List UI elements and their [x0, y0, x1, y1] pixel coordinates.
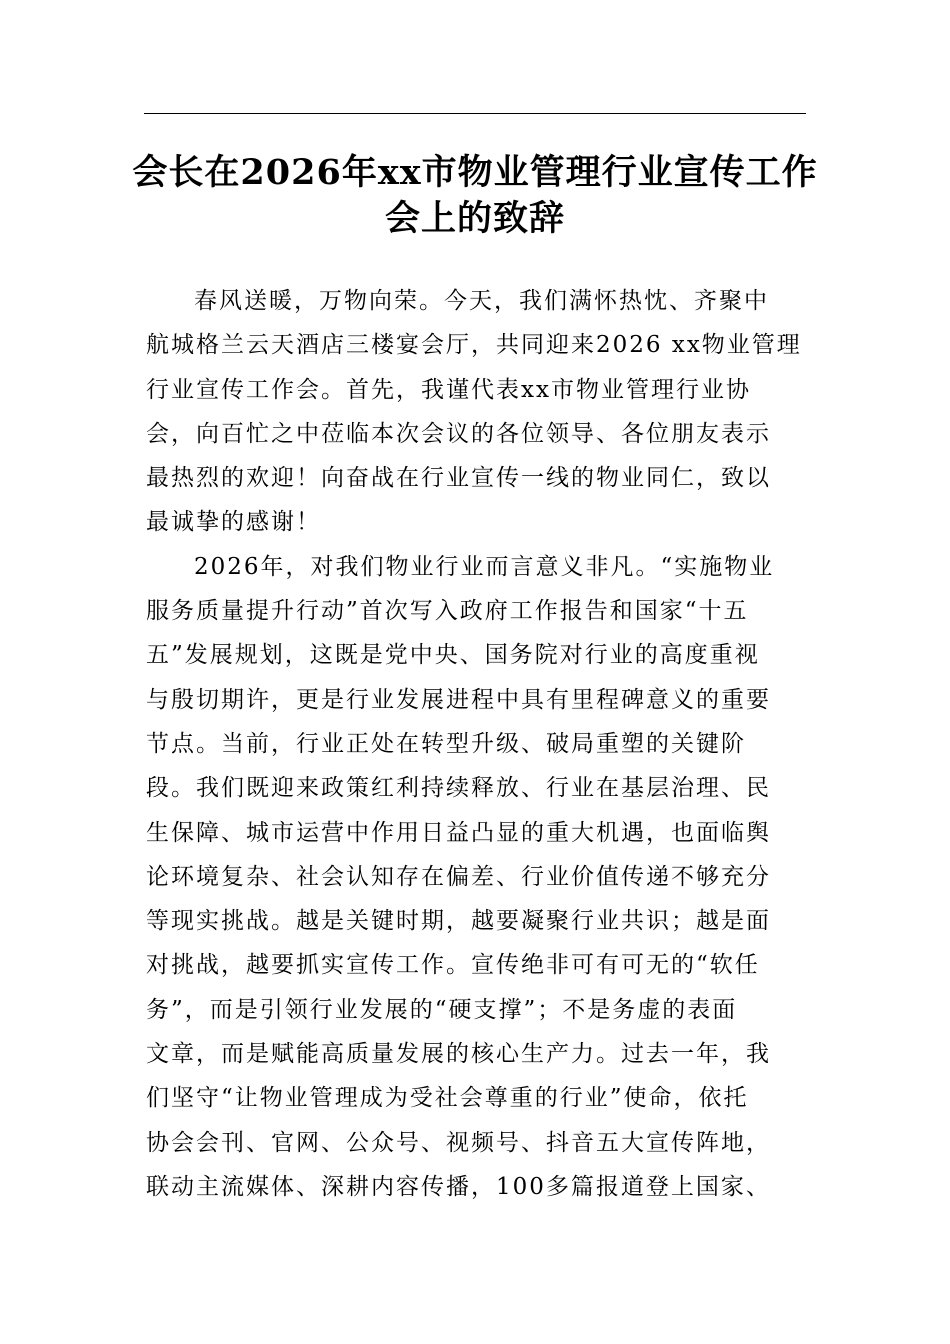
text-line: 春风送暖，万物向荣。今天，我们满怀热忱、齐聚中 [194, 288, 769, 314]
text-line: 等现实挑战。越是关键时期，越要凝聚行业共识；越是面 [146, 908, 771, 935]
text-line: 2026年，对我们物业行业而言意义非凡。“实施物业 [194, 553, 775, 580]
text-line: 会，向百忙之中莅临本次会议的各位领导、各位朋友表示 [146, 420, 771, 447]
text-line: 节点。当前，行业正处在转型升级、破局重塑的关键阶 [146, 730, 746, 757]
text-line: 对挑战，越要抓实宣传工作。宣传绝非可有可无的“软任 [146, 952, 760, 979]
document-title [120, 150, 830, 242]
header-rule [144, 113, 806, 114]
text-line: 最诚挚的感谢！ [146, 509, 321, 536]
title-line: 会上的致辞 [384, 198, 565, 239]
text-line: 航城格兰云天酒店三楼宴会厅，共同迎来2026 xx物业管理 [146, 332, 802, 359]
text-line: 文章，而是赋能高质量发展的核心生产力。过去一年，我 [146, 1041, 771, 1068]
paragraph-2 [146, 545, 806, 1209]
paragraph-1 [146, 279, 806, 545]
title-line: 会长在2026年xx市物业管理行业宣传工作 [132, 152, 818, 193]
text-line: 务”，而是引领行业发展的“硬支撑”；不是务虚的表面 [146, 996, 738, 1023]
text-line: 与殷切期许，更是行业发展进程中具有里程碑意义的重要 [146, 686, 771, 713]
text-line: 行业宣传工作会。首先，我谨代表xx市物业管理行业协 [146, 376, 751, 403]
text-line: 论环境复杂、社会认知存在偏差、行业价值传递不够充分 [146, 863, 771, 890]
text-line: 协会会刊、官网、公众号、视频号、抖音五大宣传阵地， [146, 1129, 771, 1156]
text-line: 段。我们既迎来政策红利持续释放、行业在基层治理、民 [146, 775, 771, 802]
text-line: 生保障、城市运营中作用日益凸显的重大机遇，也面临舆 [146, 819, 771, 846]
text-line: 最热烈的欢迎！向奋战在行业宣传一线的物业同仁，致以 [146, 465, 771, 492]
document-body [146, 279, 806, 1209]
text-line: 服务质量提升行动”首次写入政府工作报告和国家“十五 [146, 598, 749, 625]
text-line: 们坚守“让物业管理成为受社会尊重的行业”使命，依托 [146, 1085, 749, 1112]
text-line: 五”发展规划，这既是党中央、国务院对行业的高度重视 [146, 642, 760, 669]
text-line: 联动主流媒体、深耕内容传播，100多篇报道登上国家、 [146, 1173, 771, 1200]
